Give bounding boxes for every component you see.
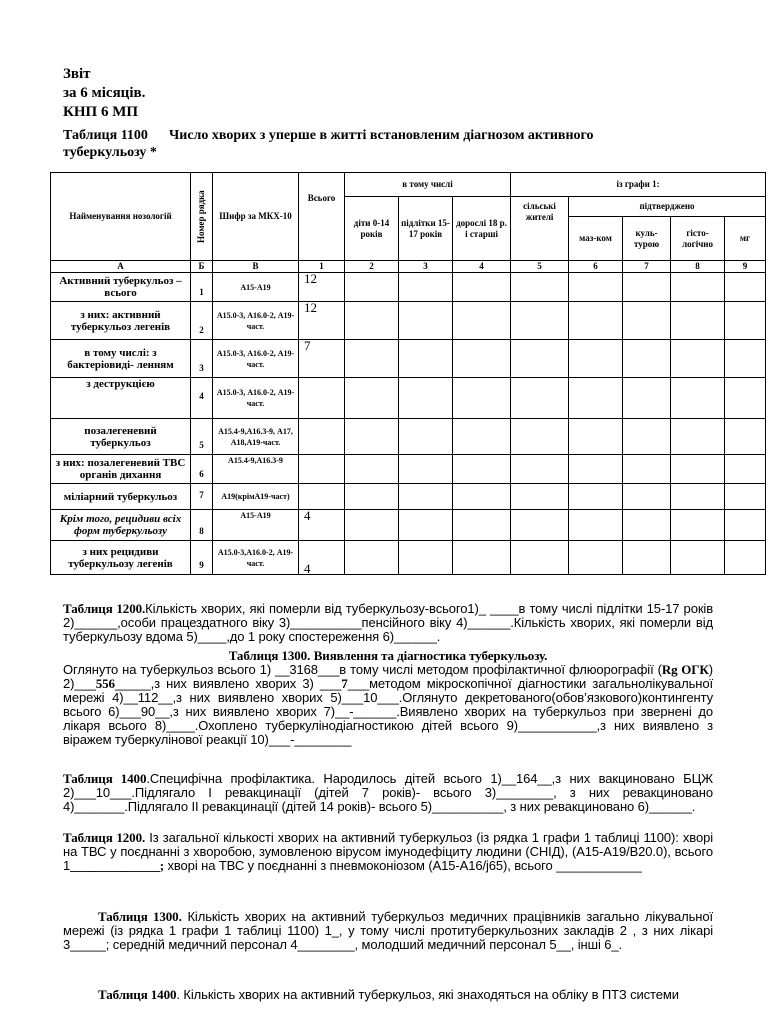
row-number: 2 — [191, 302, 213, 340]
table-row — [51, 510, 766, 541]
col-header-row — [191, 173, 213, 261]
section-1300-detection — [63, 649, 713, 747]
col-index: В — [213, 261, 299, 273]
col-header-name: Найменування нозологій — [51, 173, 191, 261]
row-name: з них: активний туберкульоз легенів — [51, 302, 191, 340]
section-text: Оглянуто на туберкульоз всього 1) __3168___в тому числі методом профілактичної флюорографії ( — [63, 662, 662, 677]
row-number: 9 — [191, 541, 213, 575]
col-index: 5 — [511, 261, 569, 273]
col-index: 7 — [623, 261, 671, 273]
row-number: 3 — [191, 340, 213, 378]
section-title: Виявлення та діагностика туберкульозу. — [313, 648, 548, 663]
col-header-smear: маз-ком — [569, 217, 623, 261]
row-name: в тому числі: з бактеріовиді- ленням — [51, 340, 191, 378]
row-number: 5 — [191, 419, 213, 455]
row-code: А15.4-9,А16.3-9 — [213, 455, 299, 484]
col-header-teens: підлітки 15-17 років — [399, 197, 453, 261]
report-title: Звіт — [63, 66, 91, 82]
table-row — [51, 302, 766, 340]
section-text: .Специфічна профілактика. Народилось дітей всього 1)__164__,з них вакциновано БЦЖ 2)___10___.Підлягало I ревакцинації (дітей 7 років)- всього 3)________, з них ревакциновано 4)_______.Підлягало II ревакцинації (дітей 14 років)- всього 5)__________, з них ревакциновано 6)______. — [63, 771, 713, 814]
table-1100 — [50, 172, 766, 575]
section-label: Таблиця 1300. — [228, 648, 311, 663]
row-total — [299, 419, 345, 455]
report-institution: КНП 6 МП — [63, 104, 139, 120]
row-code: А15.0-3, А16.0-2, А19-част. — [213, 302, 299, 340]
table-row — [51, 378, 766, 419]
row-total: 4 — [299, 541, 345, 575]
section-label: Таблиця 1400 — [63, 771, 147, 786]
table-row — [51, 419, 766, 455]
col-header-rural: сільські жителі — [511, 197, 569, 261]
table-row — [51, 484, 766, 510]
section-heading — [63, 649, 713, 663]
row-code: А15.0-3, А16.0-2, А19-част. — [213, 340, 299, 378]
row-total — [299, 484, 345, 510]
section-text: хворі на ТВС у поєднанні з пневмоконіозом (А15-А16/j65), всього — [163, 858, 557, 873]
row-number: 6 — [191, 455, 213, 484]
row-total: 4 — [299, 510, 345, 541]
row-name: з них рецидиви туберкульозу легенів — [51, 541, 191, 575]
row-number: 4 — [191, 378, 213, 419]
row-code: А15.0-3,А16.0-2, А19-част. — [213, 541, 299, 575]
table-1100-caption: Число хворих з уперше в житті встановленим діагнозом активного туберкульозу * — [63, 128, 594, 160]
section-text: Кількість хворих, які померли від туберкульозу-всього1)_ ____в тому числі підлітки 15-17 років 2)______,особи працездатного віку 3)__________пенсійного віку 4)______.Кількість хворих, які померли від туберкульозу вдома 5)____,до 1 року спостереження 6)______. — [63, 601, 714, 644]
section-1200-deaths — [63, 602, 713, 644]
row-total — [299, 378, 345, 419]
col-header-children: діти 0-14 років — [345, 197, 399, 261]
report-period: за 6 місяців. — [63, 85, 146, 101]
row-code: А19(крімА19-част) — [213, 484, 299, 510]
section-1200-coinfection — [63, 831, 713, 873]
col-group-from: із графи 1: — [511, 173, 766, 197]
table-row — [51, 455, 766, 484]
col-header-culture: куль-турою — [623, 217, 671, 261]
col-index: А — [51, 261, 191, 273]
col-header-total: Всього — [299, 173, 345, 261]
col-header-confirmed: підтверджено — [569, 197, 766, 217]
section-text: ) 2)___ — [63, 662, 713, 691]
value-556: 556 — [95, 676, 115, 691]
row-code: А15-А19 — [213, 510, 299, 541]
row-number: 8 — [191, 510, 213, 541]
section-text: .Охоплено туберкулінодіагностикою дітей всього 9)___________,з них виявлено з віражем туберкулінової реакції 10)___-________ — [63, 718, 713, 747]
row-name: Крім того, рецидиви всіх форм туберкульозу — [51, 510, 191, 541]
section-1300-medical-staff — [63, 910, 713, 952]
row-total: 7 — [299, 340, 345, 378]
row-code: А15.4-9,А16.3-9, А17, А18,А19-част. — [213, 419, 299, 455]
row-code: А15.0-3, А16.0-2, А19-част. — [213, 378, 299, 419]
section-label: Таблиця 1400 — [98, 987, 177, 1002]
col-index: 2 — [345, 261, 399, 273]
col-index: 6 — [569, 261, 623, 273]
col-header-mg: мг — [725, 217, 766, 261]
col-index: 9 — [725, 261, 766, 273]
row-total: 12 — [299, 302, 345, 340]
section-1400-prophylaxis — [63, 772, 713, 814]
row-name: позалегеневий туберкульоз — [51, 419, 191, 455]
col-group-including: в тому числі — [345, 173, 511, 197]
row-name: міліарний туберкульоз — [51, 484, 191, 510]
row-name: Активний туберкульоз – всього — [51, 273, 191, 302]
section-text: ___методом мікроскопічної діагностики загальнолікувальної мережі 4)__112__,з них виявлено хворих 5)___10___.Оглянуто декретованого(обов’язкового)контингенту всього 6)___90__,з них виявлено хворих 7)__-______.Виявлено хворих на туберкульоз при звернені до лікаря всього 8)____ — [63, 676, 714, 733]
table-row — [51, 340, 766, 378]
col-header-row-label: Номер рядка — [196, 190, 206, 243]
section-text: Кількість хворих на активний туберкульоз медичних працівників загально лікувальної мережі (із рядка 1 графи 1 таблиці 1100) 1_, у тому числі протитуберкульозних закладів 2 , з них лікарі 3_____; середній медичний персонал 4________, молодший медичний персонал 5__, інші 6_. — [63, 909, 714, 952]
column-index-row — [51, 261, 766, 273]
col-index: 8 — [671, 261, 725, 273]
blank-field: ____________ — [556, 858, 642, 873]
section-label: Таблиця 1200. — [63, 830, 146, 845]
section-text: Із загальної кількості хворих на активний туберкульоз (із рядка 1 графи 1 таблиці 1100): хворі на ТВС у поєднанні з хворобою, зумовленою вірусом імунодефіциту людини (СНІД), (А15-А19/В20.0), всього 1 — [63, 830, 714, 873]
row-total — [299, 455, 345, 484]
row-number: 1 — [191, 273, 213, 302]
rg-label: Rg ОГК — [661, 662, 709, 677]
col-header-adults: дорослі 18 р. і старші — [453, 197, 511, 261]
table-row — [51, 273, 766, 302]
col-index: 3 — [399, 261, 453, 273]
table-row — [51, 541, 766, 575]
row-name: з них: позалегеневий ТВС органів дихання — [51, 455, 191, 484]
section-text: . Кількість хворих на активний туберкульоз, які знаходяться на обліку в ПТЗ системи — [176, 987, 679, 1002]
row-total: 12 — [299, 273, 345, 302]
value-7: 7 — [341, 676, 348, 691]
row-name: з деструкцією — [51, 378, 191, 419]
section-label: Таблиця 1300. — [98, 909, 182, 924]
section-text: _____,з них виявлено хворих 3) ___ — [114, 676, 342, 691]
row-code: А15-А19 — [213, 273, 299, 302]
col-header-histo: гісто-логічно — [671, 217, 725, 261]
table-1100-number: Таблиця 1100 — [63, 128, 148, 143]
blank-field: ______________; — [70, 858, 164, 873]
col-index: 4 — [453, 261, 511, 273]
table-1100-title — [63, 127, 623, 161]
section-label: Таблиця 1200. — [63, 601, 146, 616]
row-number: 7 — [191, 484, 213, 510]
col-index: 1 — [299, 261, 345, 273]
col-index: Б — [191, 261, 213, 273]
col-header-code: Шифр за МКХ-10 — [213, 173, 299, 261]
section-1400-registered — [63, 988, 713, 1002]
